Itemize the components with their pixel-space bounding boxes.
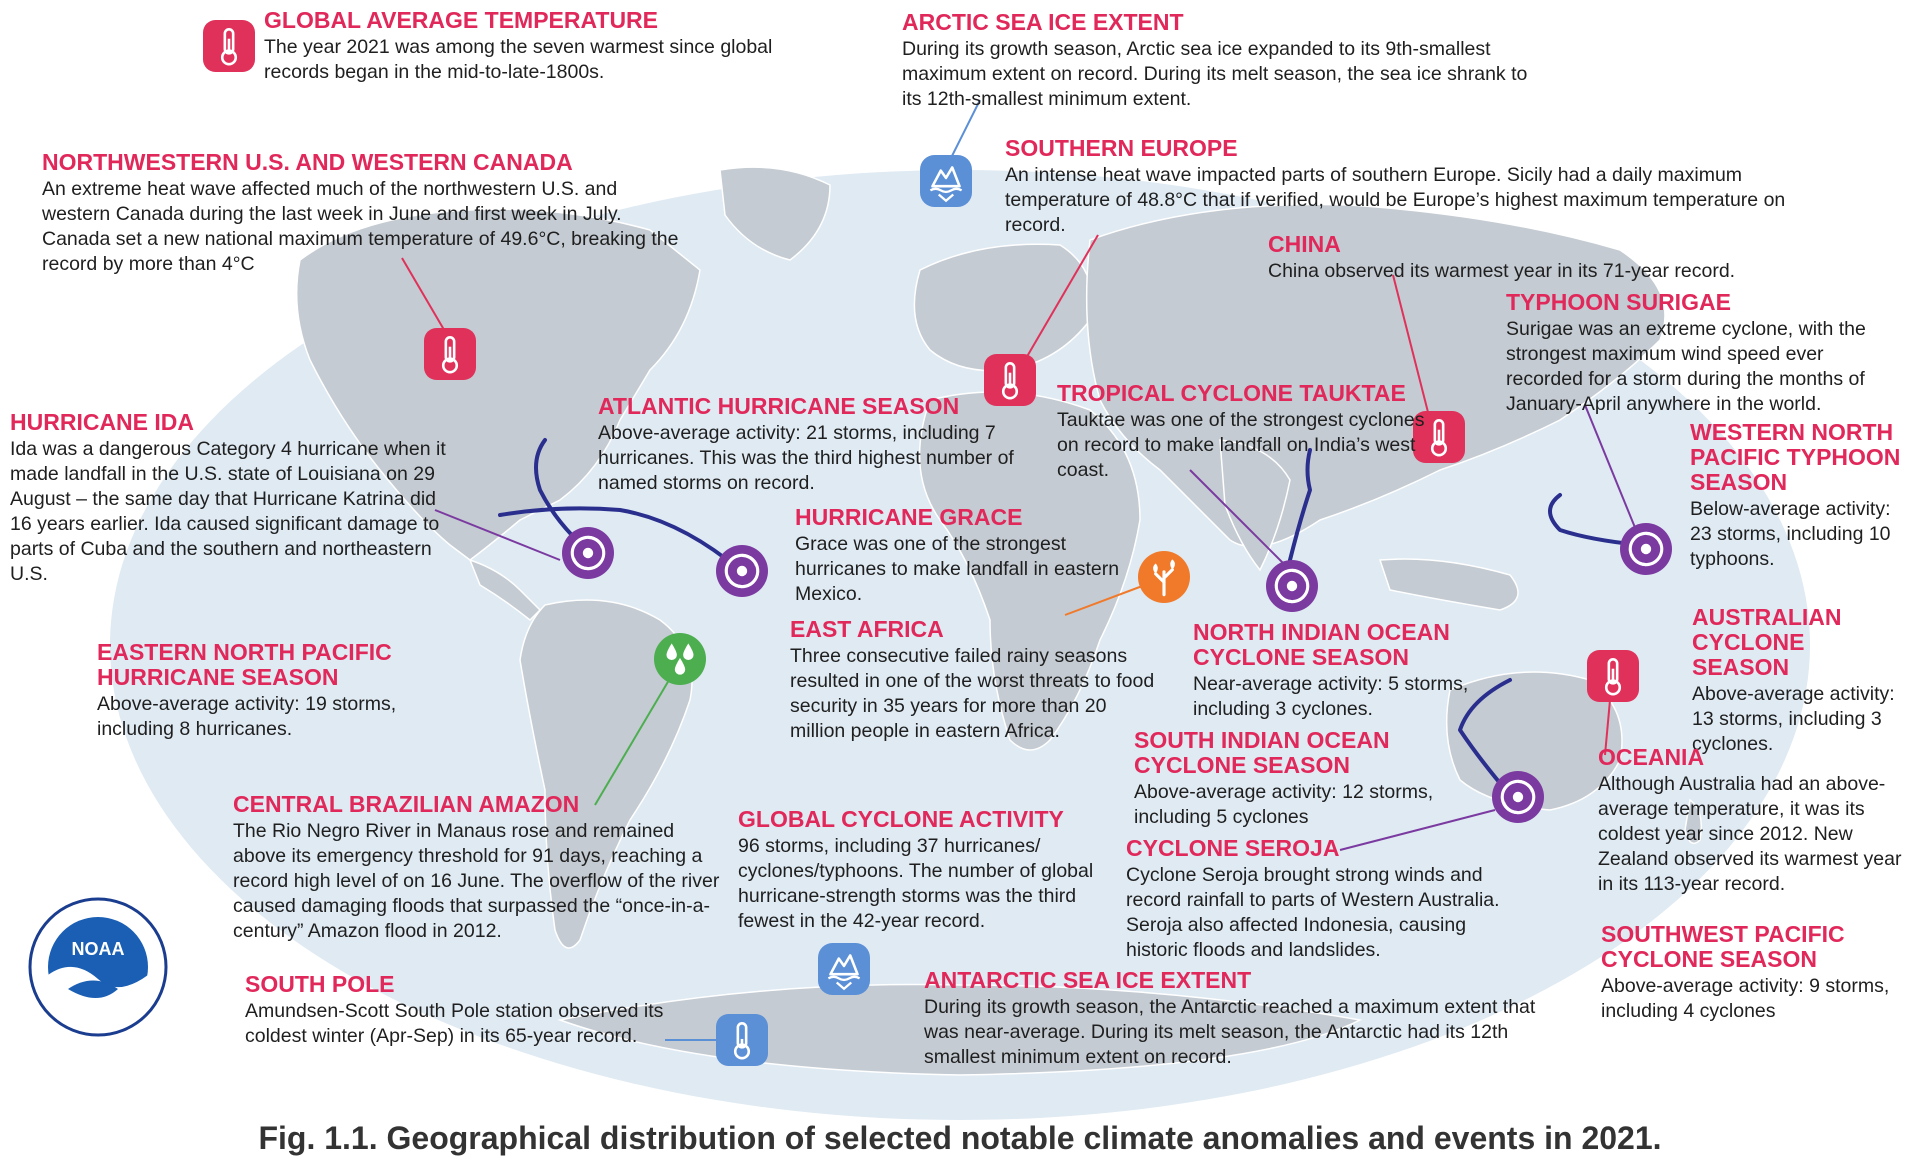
event-text: Ida was a dangerous Category 4 hurricane when it made landfall in the U.S. state of Louisiana on 29 August – the same day that Hurricane Katrina did 16 years earlier. Ida caused significant damage to parts of Cuba and the southern and northeastern U.S. <box>10 438 446 585</box>
event-east-africa <box>790 617 1160 744</box>
event-title: EAST AFRICA <box>790 616 944 642</box>
cold-thermometer-icon-south-pole <box>716 1014 768 1066</box>
event-text: An intense heat wave impacted parts of southern Europe. Sicily had a daily maximum temperature of 48.8°C that if verified, would be Europe’s highest maximum temperature on record. <box>1005 164 1786 236</box>
event-china <box>1268 232 1788 284</box>
event-title: CENTRAL BRAZILIAN AMAZON <box>233 791 580 817</box>
event-title: NORTHWESTERN U.S. AND WESTERN CANADA <box>42 149 573 175</box>
event-title: HURRICANE IDA <box>10 409 194 435</box>
event-text: Tauktae was one of the strongest cyclones on record to make landfall on India’s west coast. <box>1057 409 1425 481</box>
cyclone-icon-surigae <box>1620 523 1672 575</box>
event-title: SOUTH POLE <box>245 971 395 997</box>
event-text: Above-average activity: 21 storms, including 7 hurricanes. This was the third highest number of named storms on record. <box>598 422 1014 494</box>
figure-caption: Fig. 1.1. Geographical distribution of selected notable climate anomalies and events in 2021. <box>258 1120 1662 1156</box>
event-text: China observed its warmest year in its 71-year record. <box>1268 260 1736 282</box>
event-text: Surigae was an extreme cyclone, with the strongest maximum wind speed ever recorded for a storm during the months of January-April anywhere in the world. <box>1506 318 1866 415</box>
event-text: Below-average activity: 23 storms, including 10 typhoons. <box>1690 498 1891 570</box>
thermometer-icon-global <box>203 20 255 72</box>
event-south-indian-ocean-cyclone-season <box>1134 728 1454 830</box>
event-title: AUSTRALIAN CYCLONE SEASON <box>1692 604 1842 680</box>
event-western-north-pacific-typhoon-season <box>1690 420 1915 572</box>
event-atlantic-hurricane-season <box>598 394 1018 496</box>
event-text: Amundsen-Scott South Pole station observed its coldest winter (Apr-Sep) in its 65-year record. <box>245 1000 664 1047</box>
event-north-indian-ocean-cyclone-season <box>1193 620 1493 722</box>
event-hurricane-ida <box>10 410 450 587</box>
event-text: Grace was one of the strongest hurricanes to make landfall in eastern Mexico. <box>795 533 1120 605</box>
event-title: GLOBAL CYCLONE ACTIVITY <box>738 806 1064 832</box>
event-title: OCEANIA <box>1598 744 1705 770</box>
sea-ice-icon-antarctic <box>818 943 870 995</box>
event-arctic-sea-ice-extent <box>902 10 1552 112</box>
event-title: NORTH INDIAN OCEAN CYCLONE SEASON <box>1193 619 1450 670</box>
cyclone-icon-ida <box>562 527 614 579</box>
event-text: The year 2021 was among the seven warmest since global records began in the mid-to-late-1800s. <box>264 36 773 83</box>
event-oceania <box>1598 745 1908 897</box>
event-hurricane-grace <box>795 505 1125 607</box>
event-text: Near-average activity: 5 storms, including 3 cyclones. <box>1193 673 1469 720</box>
flood-icon-amazon <box>654 633 706 685</box>
event-title: ARCTIC SEA ICE EXTENT <box>902 9 1184 35</box>
event-title: TROPICAL CYCLONE TAUKTAE <box>1057 380 1406 406</box>
cyclone-icon-tauktae <box>1266 560 1318 612</box>
event-central-brazilian-amazon <box>233 792 723 944</box>
event-title: ATLANTIC HURRICANE SEASON <box>598 393 960 419</box>
cyclone-icon-seroja <box>1492 771 1544 823</box>
event-southern-europe <box>1005 136 1805 238</box>
event-title: SOUTH INDIAN OCEAN CYCLONE SEASON <box>1134 727 1390 778</box>
cyclone-icon-grace <box>716 545 768 597</box>
event-south-pole <box>245 972 705 1049</box>
event-title: GLOBAL AVERAGE TEMPERATURE <box>264 7 658 33</box>
event-global-average-temperature <box>264 8 824 85</box>
event-title: ANTARCTIC SEA ICE EXTENT <box>924 967 1252 993</box>
event-text: Above-average activity: 19 storms, including 8 hurricanes. <box>97 693 397 740</box>
event-text: Above-average activity: 13 storms, including 3 cyclones. <box>1692 683 1895 755</box>
event-title: SOUTHWEST PACIFIC CYCLONE SEASON <box>1601 921 1845 972</box>
event-southwest-pacific-cyclone-season <box>1601 922 1901 1024</box>
event-tropical-cyclone-tauktae <box>1057 381 1427 483</box>
drought-icon-east-africa <box>1138 551 1190 603</box>
event-eastern-north-pacific-hurricane-season <box>97 640 437 742</box>
event-text: During its growth season, Arctic sea ice expanded to its 9th-smallest maximum extent on record. During its melt season, the sea ice shrank to its 12th-smallest minimum extent. <box>902 38 1528 110</box>
event-text: During its growth season, the Antarctic reached a maximum extent that was near-average. During its melt season, the Antarctic had its 12th smallest minimum extent on record. <box>924 996 1536 1068</box>
event-text: Cyclone Seroja brought strong winds and record rainfall to parts of Western Australia. Seroja also affected Indonesia, causing historic floods and landslides. <box>1126 864 1500 961</box>
event-northwestern-us-western-canada <box>42 150 682 277</box>
event-text: Above-average activity: 12 storms, including 5 cyclones <box>1134 781 1434 828</box>
event-text: An extreme heat wave affected much of the northwestern U.S. and western Canada during the last week in June and first week in July. Canada set a new national maximum temperature of 49.6°C, breaking the record by more than 4°C <box>42 178 679 275</box>
event-title: CYCLONE SEROJA <box>1126 835 1340 861</box>
event-antarctic-sea-ice-extent <box>924 968 1544 1070</box>
sea-ice-icon-arctic <box>920 155 972 207</box>
event-title: HURRICANE GRACE <box>795 504 1023 530</box>
event-text: Three consecutive failed rainy seasons resulted in one of the worst threats to food security in 35 years for more than 20 million people in eastern Africa. <box>790 645 1155 742</box>
event-cyclone-seroja <box>1126 836 1526 963</box>
thermometer-icon-nw-us <box>424 328 476 380</box>
noaa-logo <box>30 899 166 1035</box>
event-title: EASTERN NORTH PACIFIC HURRICANE SEASON <box>97 639 392 690</box>
event-title: WESTERN NORTH PACIFIC TYPHOON SEASON <box>1690 419 1901 495</box>
event-title: SOUTHERN EUROPE <box>1005 135 1238 161</box>
event-typhoon-surigae <box>1506 290 1901 417</box>
noaa-label: NOAA <box>71 939 125 959</box>
event-australian-cyclone-season <box>1692 605 1902 757</box>
event-text: 96 storms, including 37 hurricanes/ cyclones/typhoons. The number of global hurricane-strength storms was the third fewest in the 42-year record. <box>738 835 1094 932</box>
event-text: The Rio Negro River in Manaus rose and remained above its emergency threshold for 91 days, reaching a record high level of on 16 June. The overflow of the river caused damaging floods that surpassed the “once-in-a-century” Amazon flood in 2012. <box>233 820 720 942</box>
event-text: Above-average activity: 9 storms, including 4 cyclones <box>1601 975 1890 1022</box>
event-text: Although Australia had an above-average temperature, it was its coldest year since 2012. New Zealand observed its warmest year in its 113-year record. <box>1598 773 1902 895</box>
event-global-cyclone-activity <box>738 807 1098 934</box>
event-title: TYPHOON SURIGAE <box>1506 289 1731 315</box>
event-title: CHINA <box>1268 231 1341 257</box>
thermometer-icon-oceania <box>1587 650 1639 702</box>
